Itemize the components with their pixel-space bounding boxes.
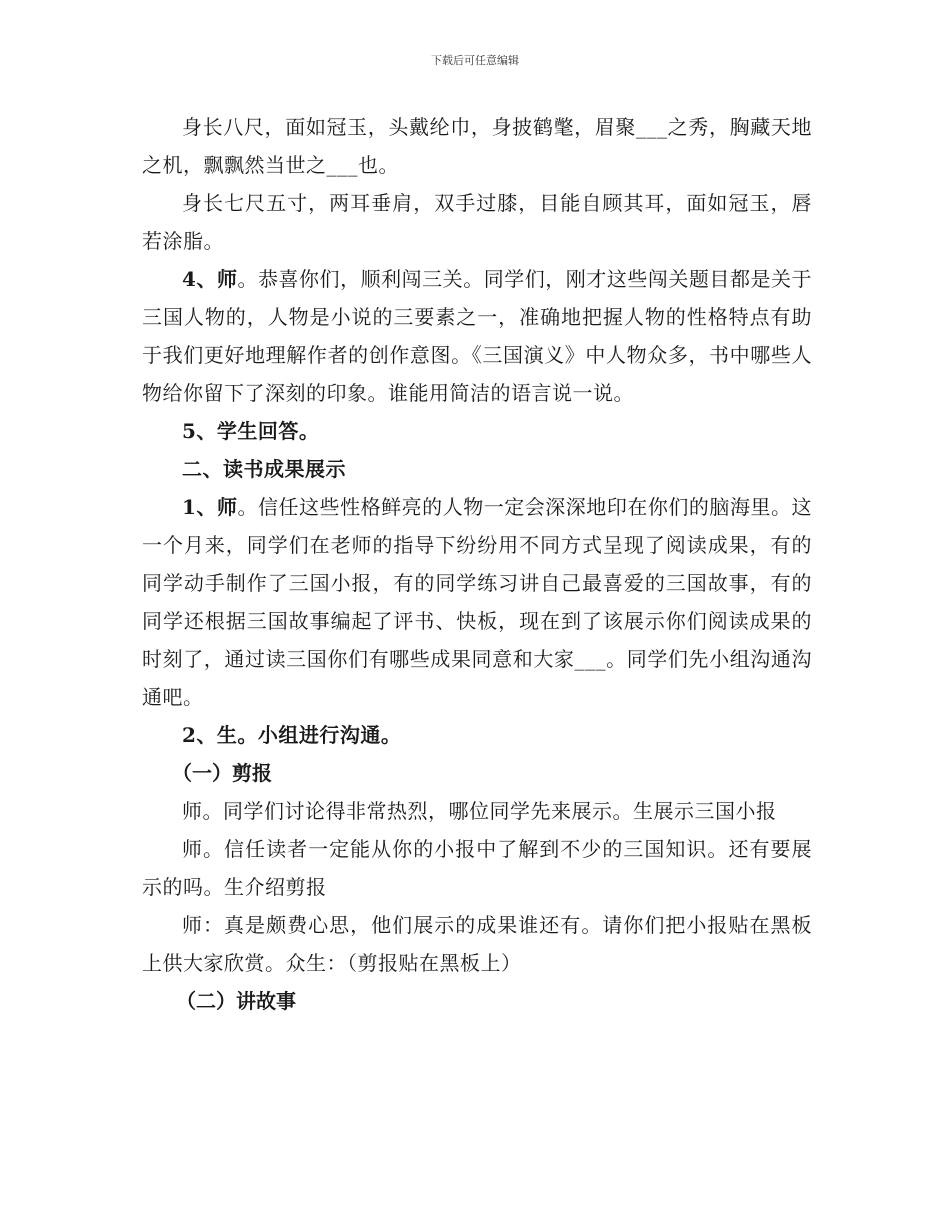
subheading-clippings: （一）剪报 xyxy=(172,761,272,785)
paragraph-group-discussion: 2、生。小组进行沟通。 xyxy=(182,723,402,747)
paragraph-text: 。恭喜你们，顺利闯三关。同学们，刚才这些闯关题目都是关于三国人物的，人物是小说的三要素之一，准确地把握人物的性格特点有助于我们更好地理解作者的创作意图。《三国演义》中人物众多，书中哪些人物给你留下了深刻的印象。谁能用简洁的语言说一说。 xyxy=(142,267,813,405)
paragraph-student-answer: 5、学生回答。 xyxy=(182,419,320,443)
page-header: 下载后可任意编辑 xyxy=(431,54,519,67)
paragraph-teacher-clipping-1: 师。同学们讨论得非常热烈，哪位同学先来展示。生展示三国小报 xyxy=(182,799,777,823)
document-body xyxy=(142,108,812,1020)
paragraph-teacher-clipping-2: 师。信任读者一定能从你的小报中了解到不少的三国知识。还有要展示的吗。生介绍剪报 xyxy=(142,837,812,899)
paragraph-liubei-description: 身长七尺五寸，两耳垂肩，双手过膝，目能自顾其耳，面如冠玉，唇若涂脂。 xyxy=(142,191,812,253)
paragraph-lead: 1、师 xyxy=(182,495,238,519)
paragraph-lead: 4、师 xyxy=(182,267,238,291)
paragraph-teacher-clipping-3: 师：真是颇费心思，他们展示的成果谁还有。请你们把小报贴在黑板上供大家欣赏。众生：（剪报贴在黑板上） xyxy=(142,913,812,975)
paragraph-text: 。信任这些性格鲜亮的人物一定会深深地印在你们的脑海里。这一个月来，同学们在老师的指导下纷纷用不同方式呈现了阅读成果，有的同学动手制作了三国小报，有的同学练习讲自己最喜爱的三国故事，有的同学还根据三国故事编起了评书、快板，现在到了该展示你们阅读成果的时刻了，通过读三国你们有哪些成果同意和大家___。同学们先小组沟通沟通吧。 xyxy=(142,495,813,709)
section-heading: 二、读书成果展示 xyxy=(182,457,346,481)
paragraph-teacher-4 xyxy=(142,260,812,412)
paragraph-zhuge-description: 身长八尺，面如冠玉，头戴纶巾，身披鹤氅，眉聚___之秀，胸藏天地之机，飘飘然当世之___也。 xyxy=(142,115,812,177)
paragraph-teacher-1 xyxy=(142,488,812,716)
subheading-storytelling: （二）讲故事 xyxy=(176,989,296,1013)
